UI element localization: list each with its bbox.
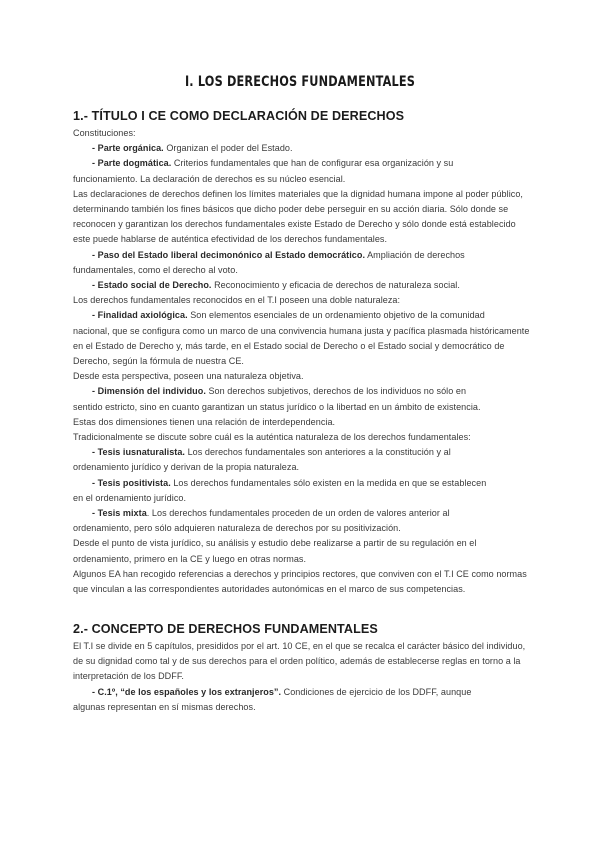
paragraph: Los derechos fundamentales reconocidos en el T.I poseen una doble naturaleza: <box>73 295 401 306</box>
bullet-label: - Parte orgánica. <box>92 143 164 154</box>
section-2 <box>73 621 533 715</box>
bullet-label: - Paso del Estado liberal decimonónico al Estado democrático. <box>92 249 366 260</box>
section-1-body <box>73 126 533 597</box>
section-1 <box>73 108 533 597</box>
bullet-item <box>73 384 533 399</box>
section-1-heading: 1.- TÍTULO I CE COMO DECLARACIÓN DE DERECHOS <box>73 109 405 123</box>
bullet-item <box>73 506 533 521</box>
page-title: I. LOS DERECHOS FUNDAMENTALES <box>184 74 416 90</box>
bullet-label: - Tesis mixta <box>92 508 147 519</box>
section-2-heading: 2.- CONCEPTO DE DERECHOS FUNDAMENTALES <box>73 622 378 636</box>
bullet-continuation: sentido estricto, sino en cuanto garantizan un status jurídico o la libertad en un ámbito de existencia. <box>73 401 481 412</box>
bullet-label: - Tesis iusnaturalista. <box>92 447 185 458</box>
bullet-continuation: en el ordenamiento jurídico. <box>73 492 187 503</box>
bullet-label: - Finalidad axiológica. <box>92 310 188 321</box>
paragraph: Algunos EA han recogido referencias a derechos y principios rectores, que conviven con el T.I CE como normas que vinculan a las correspondientes autoridades autonómicas en el marco de sus competencias. <box>73 568 527 595</box>
bullet-continuation: ordenamiento, pero sólo adquieren naturaleza de derechos por su positivización. <box>73 523 401 534</box>
bullet-text: Condiciones de ejercicio de los DDFF, aunque <box>281 686 472 697</box>
bullet-label: - Dimensión del individuo. <box>92 386 206 397</box>
bullet-text: Los derechos fundamentales sólo existen en la medida en que se establecen <box>170 477 487 488</box>
bullet-text: . Los derechos fundamentales proceden de un orden de valores anterior al <box>146 508 450 519</box>
paragraph: Desde esta perspectiva, poseen una naturaleza objetiva. <box>73 371 304 382</box>
bullet-text: Criterios fundamentales que han de configurar esa organización y su <box>171 158 454 169</box>
bullet-label: - C.1º, “de los españoles y los extranjeros”. <box>92 686 282 697</box>
bullet-label: - Parte dogmática. <box>92 158 172 169</box>
bullet-item <box>73 141 533 156</box>
bullet-item <box>73 278 533 293</box>
bullet-label: - Estado social de Derecho. <box>92 280 212 291</box>
bullet-item <box>73 445 533 460</box>
bullet-text: Los derechos fundamentales son anteriores a la constitución y al <box>185 447 451 458</box>
bullet-item <box>73 248 533 263</box>
paragraph: Estas dos dimensiones tienen una relación de interdependencia. <box>73 416 336 427</box>
bullet-text: Son elementos esenciales de un ordenamiento objetivo de la comunidad <box>187 310 485 321</box>
bullet-text: Reconocimiento y eficacia de derechos de naturaleza social. <box>211 280 460 291</box>
bullet-continuation: fundamentales, como el derecho al voto. <box>73 264 238 275</box>
bullet-item <box>73 156 533 171</box>
bullet-item <box>73 476 533 491</box>
bullet-label: - Tesis positivista. <box>92 477 171 488</box>
paragraph: El T.I se divide en 5 capítulos, presididos por el art. 10 CE, en el que se recalca el carácter básico del individuo, de su dignidad como tal y de sus derechos para el orden político, además de establecerse reglas en torno a la interpretación de los DDFF. <box>73 641 526 682</box>
bullet-item <box>73 308 533 323</box>
paragraph: Constituciones: <box>73 128 136 138</box>
bullet-continuation: funcionamiento. La declaración de derechos es su núcleo esencial. <box>73 173 346 184</box>
bullet-item <box>73 685 533 700</box>
bullet-continuation: nacional, que se configura como un marco de una convivencia humana justa y pacífica plasmada históricamente en el Estado de Derecho y, más tarde, en el Estado social de Derecho o el Estado social y democrático de Derecho, según la fórmula de nuestra CE. <box>73 325 530 367</box>
paragraph: Tradicionalmente se discute sobre cuál es la auténtica naturaleza de los derechos fundamentales: <box>73 432 471 443</box>
bullet-text: Son derechos subjetivos, derechos de los individuos no sólo en <box>205 386 467 397</box>
paragraph: Las declaraciones de derechos definen los límites materiales que la dignidad humana impone al poder público, determinando también los fines básicos que dicho poder debe perseguir en su acción diaria. Sólo donde se reconocen y garantizan los derechos fundamentales existe Estado de Derecho y sólo donde está establecido este puede hablarse de auténtica efectividad de los derechos fundamentales. <box>73 188 523 245</box>
bullet-continuation: ordenamiento jurídico y derivan de la propia naturaleza. <box>73 462 300 473</box>
bullet-continuation: algunas representan en sí mismas derechos. <box>73 701 256 712</box>
paragraph: Desde el punto de vista jurídico, su análisis y estudio debe realizarse a partir de su regulación en el ordenamiento, primero en la CE y luego en otras normas. <box>73 538 477 564</box>
bullet-text: Organizan el poder del Estado. <box>163 143 293 154</box>
section-2-body <box>73 639 533 715</box>
bullet-text: Ampliación de derechos <box>365 249 465 260</box>
